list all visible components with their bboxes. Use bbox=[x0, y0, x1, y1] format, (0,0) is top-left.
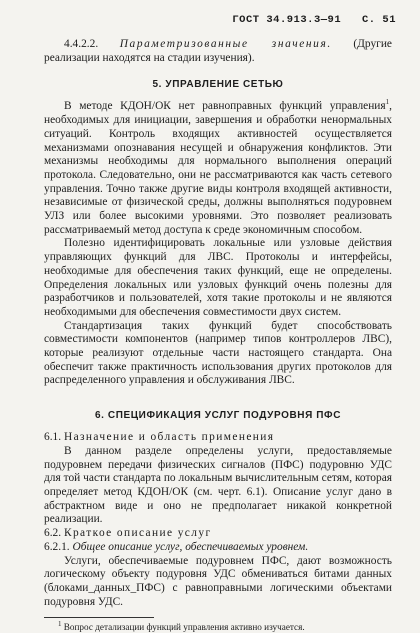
page-header bbox=[218, 14, 396, 26]
page-number: С. 51 bbox=[361, 14, 396, 26]
section-5-paragraph-1 bbox=[44, 100, 392, 237]
subsection-title: Краткое описание услуг bbox=[63, 527, 212, 540]
section-6-heading: 6. СПЕЦИФИКАЦИЯ УСЛУГ ПОДУРОВНЯ ПФС bbox=[94, 410, 342, 422]
footnote-mark: 1 bbox=[58, 620, 62, 629]
subsection-6-2-1-text: Услуги, обеспечиваемые подуровнем ПФС, дают возможность логическому объекту подуровня УДС обмениваться битами данных (блоками_данных_ПФС) с равноправными логическими объектами подуровня УДС. bbox=[44, 554, 392, 608]
intro-title: Параметризованные значения. bbox=[119, 38, 332, 50]
section-5-paragraph-2: Полезно идентифицировать локальные или узловые действия управляющих функций для ЛВС. Протоколы и интерфейсы, необходимые для обеспечения таких функций, еще не определены. Определения локальных или узловых функций очень полезны для разработчиков и пользователей, хотя такие протоколы и не являются необходимыми для обеспечения совместимости двух систем. bbox=[44, 237, 392, 318]
subsection-6-2-1-title bbox=[44, 541, 392, 555]
intro-number: 4.4.2.2. bbox=[64, 38, 99, 50]
intro-paragraph bbox=[44, 38, 392, 65]
intro-text: (Другие реализации находятся на стадии изучения). bbox=[44, 38, 392, 64]
subsection-number: 6.2.1. bbox=[44, 540, 70, 553]
subsection-title: Общее описание услуг, обеспечиваемых уровнем. bbox=[72, 540, 309, 553]
footnote-divider bbox=[44, 617, 154, 618]
subsection-6-2-title bbox=[44, 527, 392, 541]
footnote-reference: 1 bbox=[385, 98, 390, 107]
subsection-6-1-title bbox=[44, 431, 392, 445]
subsection-6-1-text: В данном разделе определены услуги, предоставляемые подуровнем передачи физических сигналов (ПФС) подуровню УДС для той части стандарта по локальным вычислительным сетям, которая определяет метод КДОН/ОК (см. черт. 6.1). Описание услуг дано в абстрактном виде и оно не предполагает никакой конкретной реализации. bbox=[44, 444, 392, 526]
standard-number: ГОСТ 34.913.3—91 bbox=[232, 14, 342, 26]
subsection-title: Назначение и область применения bbox=[63, 431, 275, 444]
section-5-heading: 5. УПРАВЛЕНИЕ СЕТЬЮ bbox=[152, 79, 284, 91]
footnote bbox=[44, 622, 392, 633]
page-content bbox=[44, 38, 392, 633]
footnote-text: Вопрос детализации функций управления активно изучается. bbox=[63, 622, 305, 633]
section-5-paragraph-3: Стандартизация таких функций будет способствовать совместимости компонентов (например типов контроллеров ЛВС), которые реализуют отдельные части настоящего стандарта. Она обеспечит также практичность использования других протоколов для распределенного управления и обслуживания ЛВС. bbox=[44, 319, 392, 387]
paragraph-text: , необходимых для инициации, завершения и обработки ненормальных ситуаций. Контроль входящих активностей осуществляется механизмами опознавания несущей и обнаружения конфликтов. Эти механизмы необходимы для нормального выполнения операций протокола. Следовательно, они не рассматриваются как часть сетевого управления. Точно также другие виды контроля входящей активности, независимые от физической среды, должны выполняться подуровнем УЛЗ или более высокими уровнями. Это позволяет реализовать рассматриваемый метод доступа к среде экономичным способом. bbox=[44, 100, 392, 236]
subsection-number: 6.2. bbox=[44, 527, 62, 540]
paragraph-text: В методе КДОН/ОК нет равноправных функций управления bbox=[64, 100, 386, 113]
subsection-number: 6.1. bbox=[44, 431, 62, 444]
